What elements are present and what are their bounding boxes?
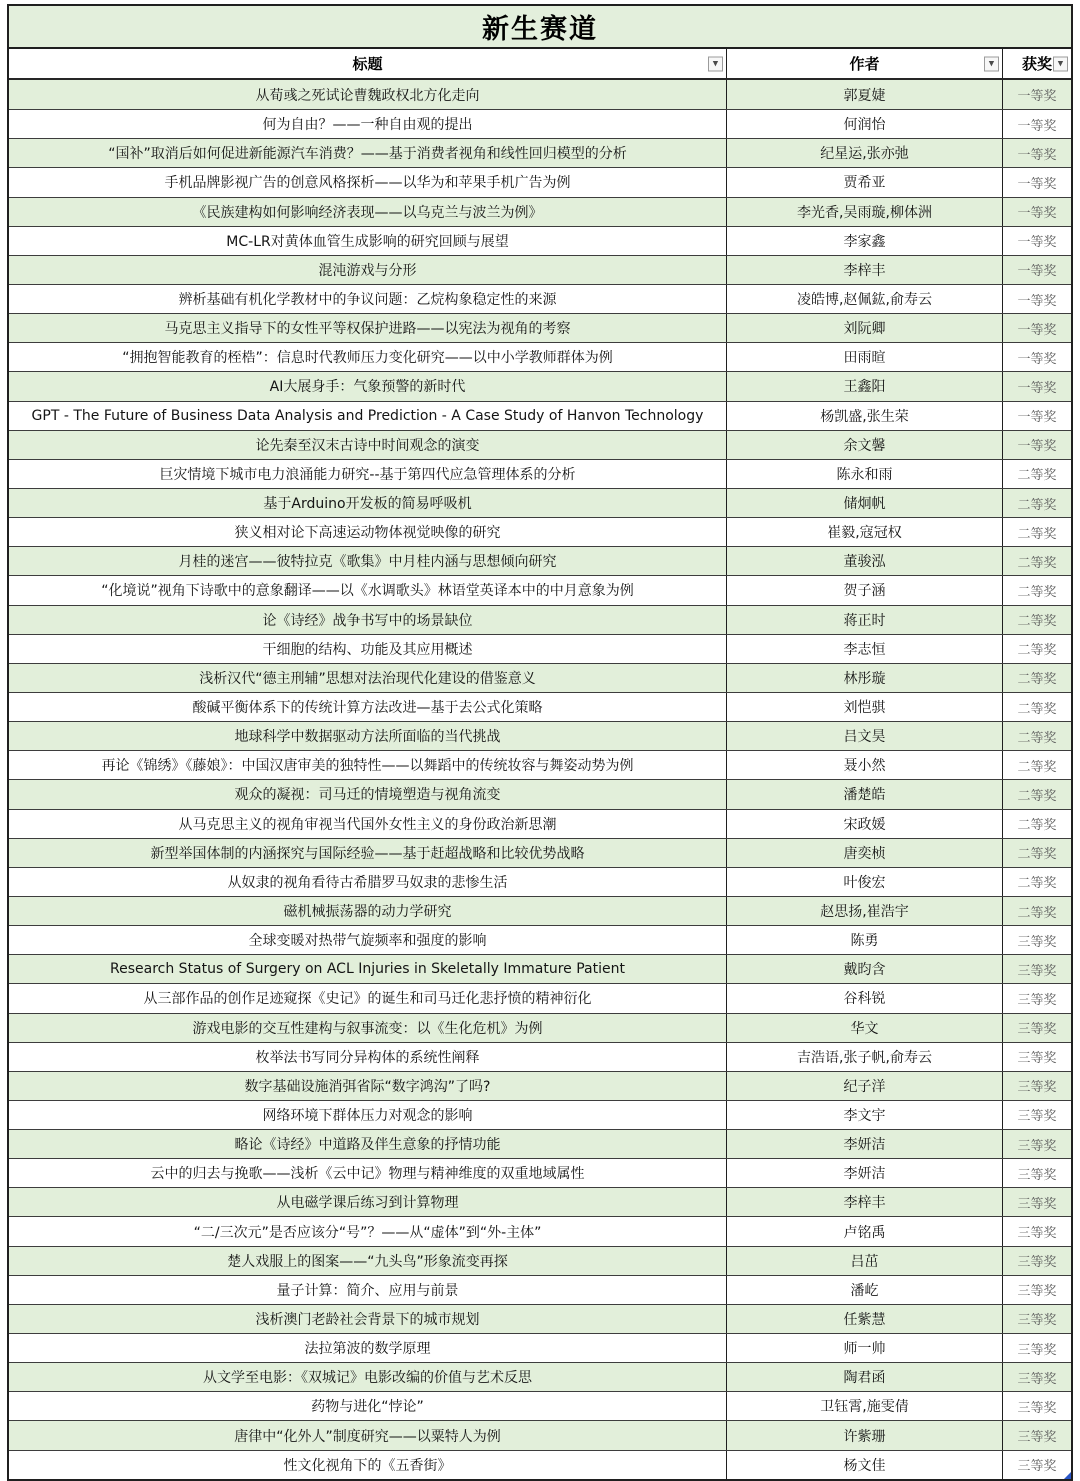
table-row (9, 634, 1071, 663)
table-row (9, 809, 1071, 838)
table-row (9, 896, 1071, 925)
filter-button-award[interactable] (1053, 56, 1068, 71)
title-cell: 略论《诗经》中道路及伴生意象的抒情功能 (234, 1137, 501, 1154)
author-cell: 林彤璇 (726, 664, 1002, 692)
title-cell: 数字基础设施消弭省际“数字鸿沟”了吗? (244, 1078, 491, 1095)
award-cell: 二等奖 (1002, 722, 1071, 750)
table-row (9, 342, 1071, 371)
column-header-award-label: 获奖 (1021, 55, 1052, 73)
table-row (9, 546, 1071, 575)
author-cell: 许紫珊 (726, 1421, 1002, 1449)
table-row (9, 1304, 1071, 1333)
award-cell: 二等奖 (1002, 460, 1071, 488)
author-cell: 李志恒 (726, 635, 1002, 663)
author-cell: 贺子涵 (726, 576, 1002, 604)
table-row (9, 1129, 1071, 1158)
award-cell: 一等奖 (1002, 343, 1071, 371)
title-cell: 楚人戏服上的图案——“九头鸟”形象流变再探 (227, 1253, 508, 1270)
author-cell: 余文馨 (726, 431, 1002, 459)
table-row (9, 109, 1071, 138)
title-cell: 从荀彧之死试论曹魏政权北方化走向 (255, 87, 480, 104)
author-cell: 杨文佳 (726, 1451, 1002, 1479)
table-row (9, 954, 1071, 983)
author-cell: 叶俊宏 (726, 868, 1002, 896)
column-header-title (9, 49, 726, 78)
award-cell: 三等奖 (1002, 1014, 1071, 1042)
award-cell: 三等奖 (1002, 1276, 1071, 1304)
author-cell: 卢铭禹 (726, 1217, 1002, 1245)
title-cell: “拥抱智能教育的桎梏”：信息时代教师压力变化研究——以中小学教师群体为例 (122, 350, 613, 367)
award-cell: 三等奖 (1002, 955, 1071, 983)
table-row (9, 867, 1071, 896)
table-row (9, 1246, 1071, 1275)
table-row (9, 605, 1071, 634)
author-cell: 储炯帆 (726, 489, 1002, 517)
table-row (9, 1187, 1071, 1216)
title-cell: 网络环境下群体压力对观念的影响 (262, 1107, 473, 1124)
title-cell: 论《诗经》战争书写中的场景缺位 (262, 612, 473, 629)
title-cell: 从三部作品的创作足迹窥探《史记》的诞生和司马迁化悲抒愤的精神衍化 (143, 991, 592, 1008)
awards-table (7, 4, 1073, 1481)
award-cell: 一等奖 (1002, 139, 1071, 167)
author-cell: 蒋正时 (726, 606, 1002, 634)
author-cell: 李家鑫 (726, 227, 1002, 255)
title-cell: 游戏电影的交互性建构与叙事流变：以《生化危机》为例 (192, 1020, 543, 1037)
award-cell: 一等奖 (1002, 110, 1071, 138)
author-cell: 卫钰霄,施雯倩 (726, 1392, 1002, 1420)
award-cell: 三等奖 (1002, 1101, 1071, 1129)
title-cell: 手机品牌影视广告的创意风格探析——以华为和苹果手机广告为例 (164, 175, 571, 192)
author-cell: 李梓丰 (726, 1188, 1002, 1216)
title-cell: 量子计算：简介、应用与前景 (276, 1282, 459, 1299)
author-cell: 吕茁 (726, 1247, 1002, 1275)
title-cell: 何为自由？——一种自由观的提出 (262, 117, 473, 134)
table-row (9, 197, 1071, 226)
title-cell: 药物与进化“悖论” (311, 1399, 424, 1416)
table-row (9, 1071, 1071, 1100)
author-cell: 刘恺骐 (726, 693, 1002, 721)
table-row (9, 167, 1071, 196)
table-row (9, 517, 1071, 546)
title-cell: 狭义相对论下高速运动物体视觉映像的研究 (234, 525, 501, 542)
author-cell: 赵思扬,崔浩宇 (726, 897, 1002, 925)
author-cell: 李光香,吴雨璇,柳体洲 (726, 198, 1002, 226)
table-row (9, 1450, 1071, 1479)
award-cell: 三等奖 (1002, 926, 1071, 954)
table-row (9, 401, 1071, 430)
title-cell: 从马克思主义的视角审视当代国外女性主义的身份政治新思潮 (178, 816, 557, 833)
filter-button-title[interactable] (708, 56, 723, 71)
table-row (9, 1362, 1071, 1391)
title-cell: 论先秦至汉末古诗中时间观念的演变 (255, 437, 480, 454)
award-cell: 三等奖 (1002, 1305, 1071, 1333)
table-row (9, 1420, 1071, 1449)
award-cell: 二等奖 (1002, 868, 1071, 896)
table-row (9, 1100, 1071, 1129)
table-row (9, 925, 1071, 954)
title-cell: 新型举国体制的内涵探究与国际经验——基于赶超战略和比较优势战略 (150, 845, 585, 862)
table-row (9, 255, 1071, 284)
table-row (9, 779, 1071, 808)
award-cell: 二等奖 (1002, 547, 1071, 575)
title-cell: 巨灾情境下城市电力浪涌能力研究--基于第四代应急管理体系的分析 (159, 466, 576, 483)
award-cell: 一等奖 (1002, 256, 1071, 284)
title-cell: 从文学至电影：《双城记》电影改编的价值与艺术反思 (203, 1370, 532, 1387)
title-cell: 地球科学中数据驱动方法所面临的当代挑战 (234, 729, 501, 746)
corner-marker (1064, 1472, 1071, 1479)
author-cell: 郭夏婕 (726, 80, 1002, 109)
author-cell: 崔毅,寇冠权 (726, 518, 1002, 546)
title-cell: 干细胞的结构、功能及其应用概述 (262, 641, 473, 658)
table-row (9, 1158, 1071, 1187)
table-row (9, 1042, 1071, 1071)
title-cell: 性文化视角下的《五香街》 (283, 1457, 452, 1474)
award-cell: 二等奖 (1002, 606, 1071, 634)
author-cell: 华文 (726, 1014, 1002, 1042)
title-cell: 酸碱平衡体系下的传统计算方法改进—基于去公式化策略 (192, 700, 543, 717)
title-cell: 辨析基础有机化学教材中的争议问题：乙烷构象稳定性的来源 (178, 292, 557, 309)
filter-button-author[interactable] (984, 56, 999, 71)
author-cell: 陈勇 (726, 926, 1002, 954)
award-cell: 一等奖 (1002, 198, 1071, 226)
title-cell: 观众的凝视：司马迁的情境塑造与视角流变 (234, 787, 501, 804)
title-cell: 浅析汉代“德主刑辅”思想对法治现代化建设的借鉴意义 (199, 670, 536, 687)
table-body (9, 80, 1071, 1479)
table-row (9, 721, 1071, 750)
award-cell: 三等奖 (1002, 1043, 1071, 1071)
author-cell: 师一帅 (726, 1334, 1002, 1362)
title-cell: 唐律中“化外人”制度研究——以粟特人为例 (234, 1428, 501, 1445)
award-cell: 一等奖 (1002, 168, 1071, 196)
table-row (9, 80, 1071, 109)
table-row (9, 284, 1071, 313)
title-cell: “二/三次元”是否应该分“号”？——从“虚体”到“外-主体” (193, 1224, 542, 1241)
award-cell: 三等奖 (1002, 1247, 1071, 1275)
author-cell: 何润怡 (726, 110, 1002, 138)
filter-arrow-icon: ▼ (988, 59, 995, 68)
award-cell: 三等奖 (1002, 1392, 1071, 1420)
author-cell: 李妍洁 (726, 1130, 1002, 1158)
table-row (9, 1275, 1071, 1304)
award-cell: 一等奖 (1002, 80, 1071, 109)
title-cell: Research Status of Surgery on ACL Injuries in Skeletally Immature Patient (110, 961, 625, 978)
table-header-row (9, 49, 1071, 80)
table-row (9, 750, 1071, 779)
title-cell: 混沌游戏与分形 (318, 262, 417, 279)
author-cell: 李梓丰 (726, 256, 1002, 284)
award-cell: 二等奖 (1002, 751, 1071, 779)
title-cell: “化境说”视角下诗歌中的意象翻译——以《水调歌头》林语堂英译本中的中月意象为例 (101, 583, 634, 600)
award-cell: 三等奖 (1002, 1072, 1071, 1100)
author-cell: 凌皓博,赵佩鈜,俞寿云 (726, 285, 1002, 313)
author-cell: 王鑫阳 (726, 372, 1002, 400)
award-cell: 三等奖 (1002, 1334, 1071, 1362)
title-cell: 磁机械振荡器的动力学研究 (283, 904, 452, 920)
table-row (9, 1333, 1071, 1362)
award-cell: 二等奖 (1002, 635, 1071, 663)
column-header-author-label: 作者 (849, 55, 880, 73)
table-row (9, 575, 1071, 604)
author-cell: 宋政媛 (726, 810, 1002, 838)
author-cell: 吕文昊 (726, 722, 1002, 750)
author-cell: 陈永和雨 (726, 460, 1002, 488)
title-cell: 枚举法书写同分异构体的系统性阐释 (255, 1049, 480, 1066)
award-cell: 一等奖 (1002, 314, 1071, 342)
table-row (9, 1013, 1071, 1042)
award-cell: 三等奖 (1002, 1451, 1071, 1479)
table-row (9, 488, 1071, 517)
filter-arrow-icon: ▼ (712, 59, 719, 68)
award-cell: 一等奖 (1002, 372, 1071, 400)
table-row (9, 983, 1071, 1012)
award-cell: 三等奖 (1002, 984, 1071, 1012)
award-cell: 二等奖 (1002, 839, 1071, 867)
title-cell: 从电磁学课后练习到计算物理 (276, 1195, 459, 1212)
title-cell: 再论《锦绣》《藤娘》：中国汉唐审美的独特性——以舞蹈中的传统妆容与舞姿动势为例 (101, 758, 634, 775)
author-cell: 唐奕桢 (726, 839, 1002, 867)
author-cell: 贾希亚 (726, 168, 1002, 196)
title-cell: 从奴隶的视角看待古希腊罗马奴隶的悲惨生活 (227, 874, 508, 891)
award-cell: 二等奖 (1002, 518, 1071, 546)
author-cell: 陶君函 (726, 1363, 1002, 1391)
table-row (9, 459, 1071, 488)
award-cell: 二等奖 (1002, 810, 1071, 838)
column-header-award (1002, 49, 1071, 78)
author-cell: 杨凯盛,张生荣 (726, 402, 1002, 430)
award-cell: 二等奖 (1002, 693, 1071, 721)
column-header-author (726, 49, 1002, 78)
title-cell: 云中的归去与挽歌——浅析《云中记》物理与精神维度的双重地域属性 (150, 1166, 585, 1183)
award-cell: 一等奖 (1002, 431, 1071, 459)
author-cell: 刘阮卿 (726, 314, 1002, 342)
award-cell: 一等奖 (1002, 285, 1071, 313)
title-cell: GPT - The Future of Business Data Analysis and Prediction - A Case Study of Hanvon Technology (31, 407, 704, 424)
filter-arrow-icon: ▼ (1057, 59, 1064, 68)
table-row (9, 838, 1071, 867)
award-cell: 二等奖 (1002, 576, 1071, 604)
title-cell: 月桂的迷宫——彼特拉克《歌集》中月桂内涵与思想倾向研究 (178, 554, 557, 571)
award-cell: 三等奖 (1002, 1217, 1071, 1245)
author-cell: 李文宇 (726, 1101, 1002, 1129)
table-row (9, 313, 1071, 342)
table-row (9, 692, 1071, 721)
author-cell: 聂小然 (726, 751, 1002, 779)
table-row (9, 663, 1071, 692)
author-cell: 董骏泓 (726, 547, 1002, 575)
award-cell: 三等奖 (1002, 1188, 1071, 1216)
award-cell: 二等奖 (1002, 664, 1071, 692)
title-cell: AI大展身手：气象预警的新时代 (269, 379, 466, 396)
title-cell: 法拉第波的数学原理 (304, 1341, 431, 1358)
award-cell: 一等奖 (1002, 227, 1071, 255)
table-row (9, 226, 1071, 255)
title-cell: 马克思主义指导下的女性平等权保护进路——以宪法为视角的考察 (164, 321, 571, 338)
title-cell: 《民族建构如何影响经济表现——以乌克兰与波兰为例》 (192, 204, 543, 221)
award-cell: 二等奖 (1002, 897, 1071, 925)
author-cell: 李妍洁 (726, 1159, 1002, 1187)
author-cell: 任紫慧 (726, 1305, 1002, 1333)
author-cell: 潘屹 (726, 1276, 1002, 1304)
award-cell: 一等奖 (1002, 402, 1071, 430)
title-cell: 基于Arduino开发板的简易呼吸机 (263, 496, 472, 513)
column-header-title-label: 标题 (352, 55, 383, 73)
title-cell: MC-LR对黄体血管生成影响的研究回顾与展望 (226, 233, 509, 250)
author-cell: 吉浩语,张子帆,俞寿云 (726, 1043, 1002, 1071)
award-cell: 三等奖 (1002, 1421, 1071, 1449)
award-cell: 二等奖 (1002, 780, 1071, 808)
award-cell: 三等奖 (1002, 1159, 1071, 1187)
title-cell: “国补”取消后如何促进新能源汽车消费？——基于消费者视角和线性回归模型的分析 (108, 146, 627, 163)
award-cell: 三等奖 (1002, 1130, 1071, 1158)
author-cell: 纪星运,张亦弛 (726, 139, 1002, 167)
table-row (9, 1216, 1071, 1245)
author-cell: 田雨暄 (726, 343, 1002, 371)
page-title (9, 6, 1071, 49)
award-cell: 二等奖 (1002, 489, 1071, 517)
title-cell: 浅析澳门老龄社会背景下的城市规划 (255, 1311, 480, 1328)
author-cell: 潘楚皓 (726, 780, 1002, 808)
author-cell: 谷科锐 (726, 984, 1002, 1012)
author-cell: 纪子洋 (726, 1072, 1002, 1100)
page-title-text: 新生赛道 (482, 14, 598, 45)
author-cell: 戴昀含 (726, 955, 1002, 983)
table-row (9, 138, 1071, 167)
table-row (9, 371, 1071, 400)
award-cell: 三等奖 (1002, 1363, 1071, 1391)
table-row (9, 1391, 1071, 1420)
table-row (9, 430, 1071, 459)
title-cell: 全球变暖对热带气旋频率和强度的影响 (248, 933, 487, 950)
